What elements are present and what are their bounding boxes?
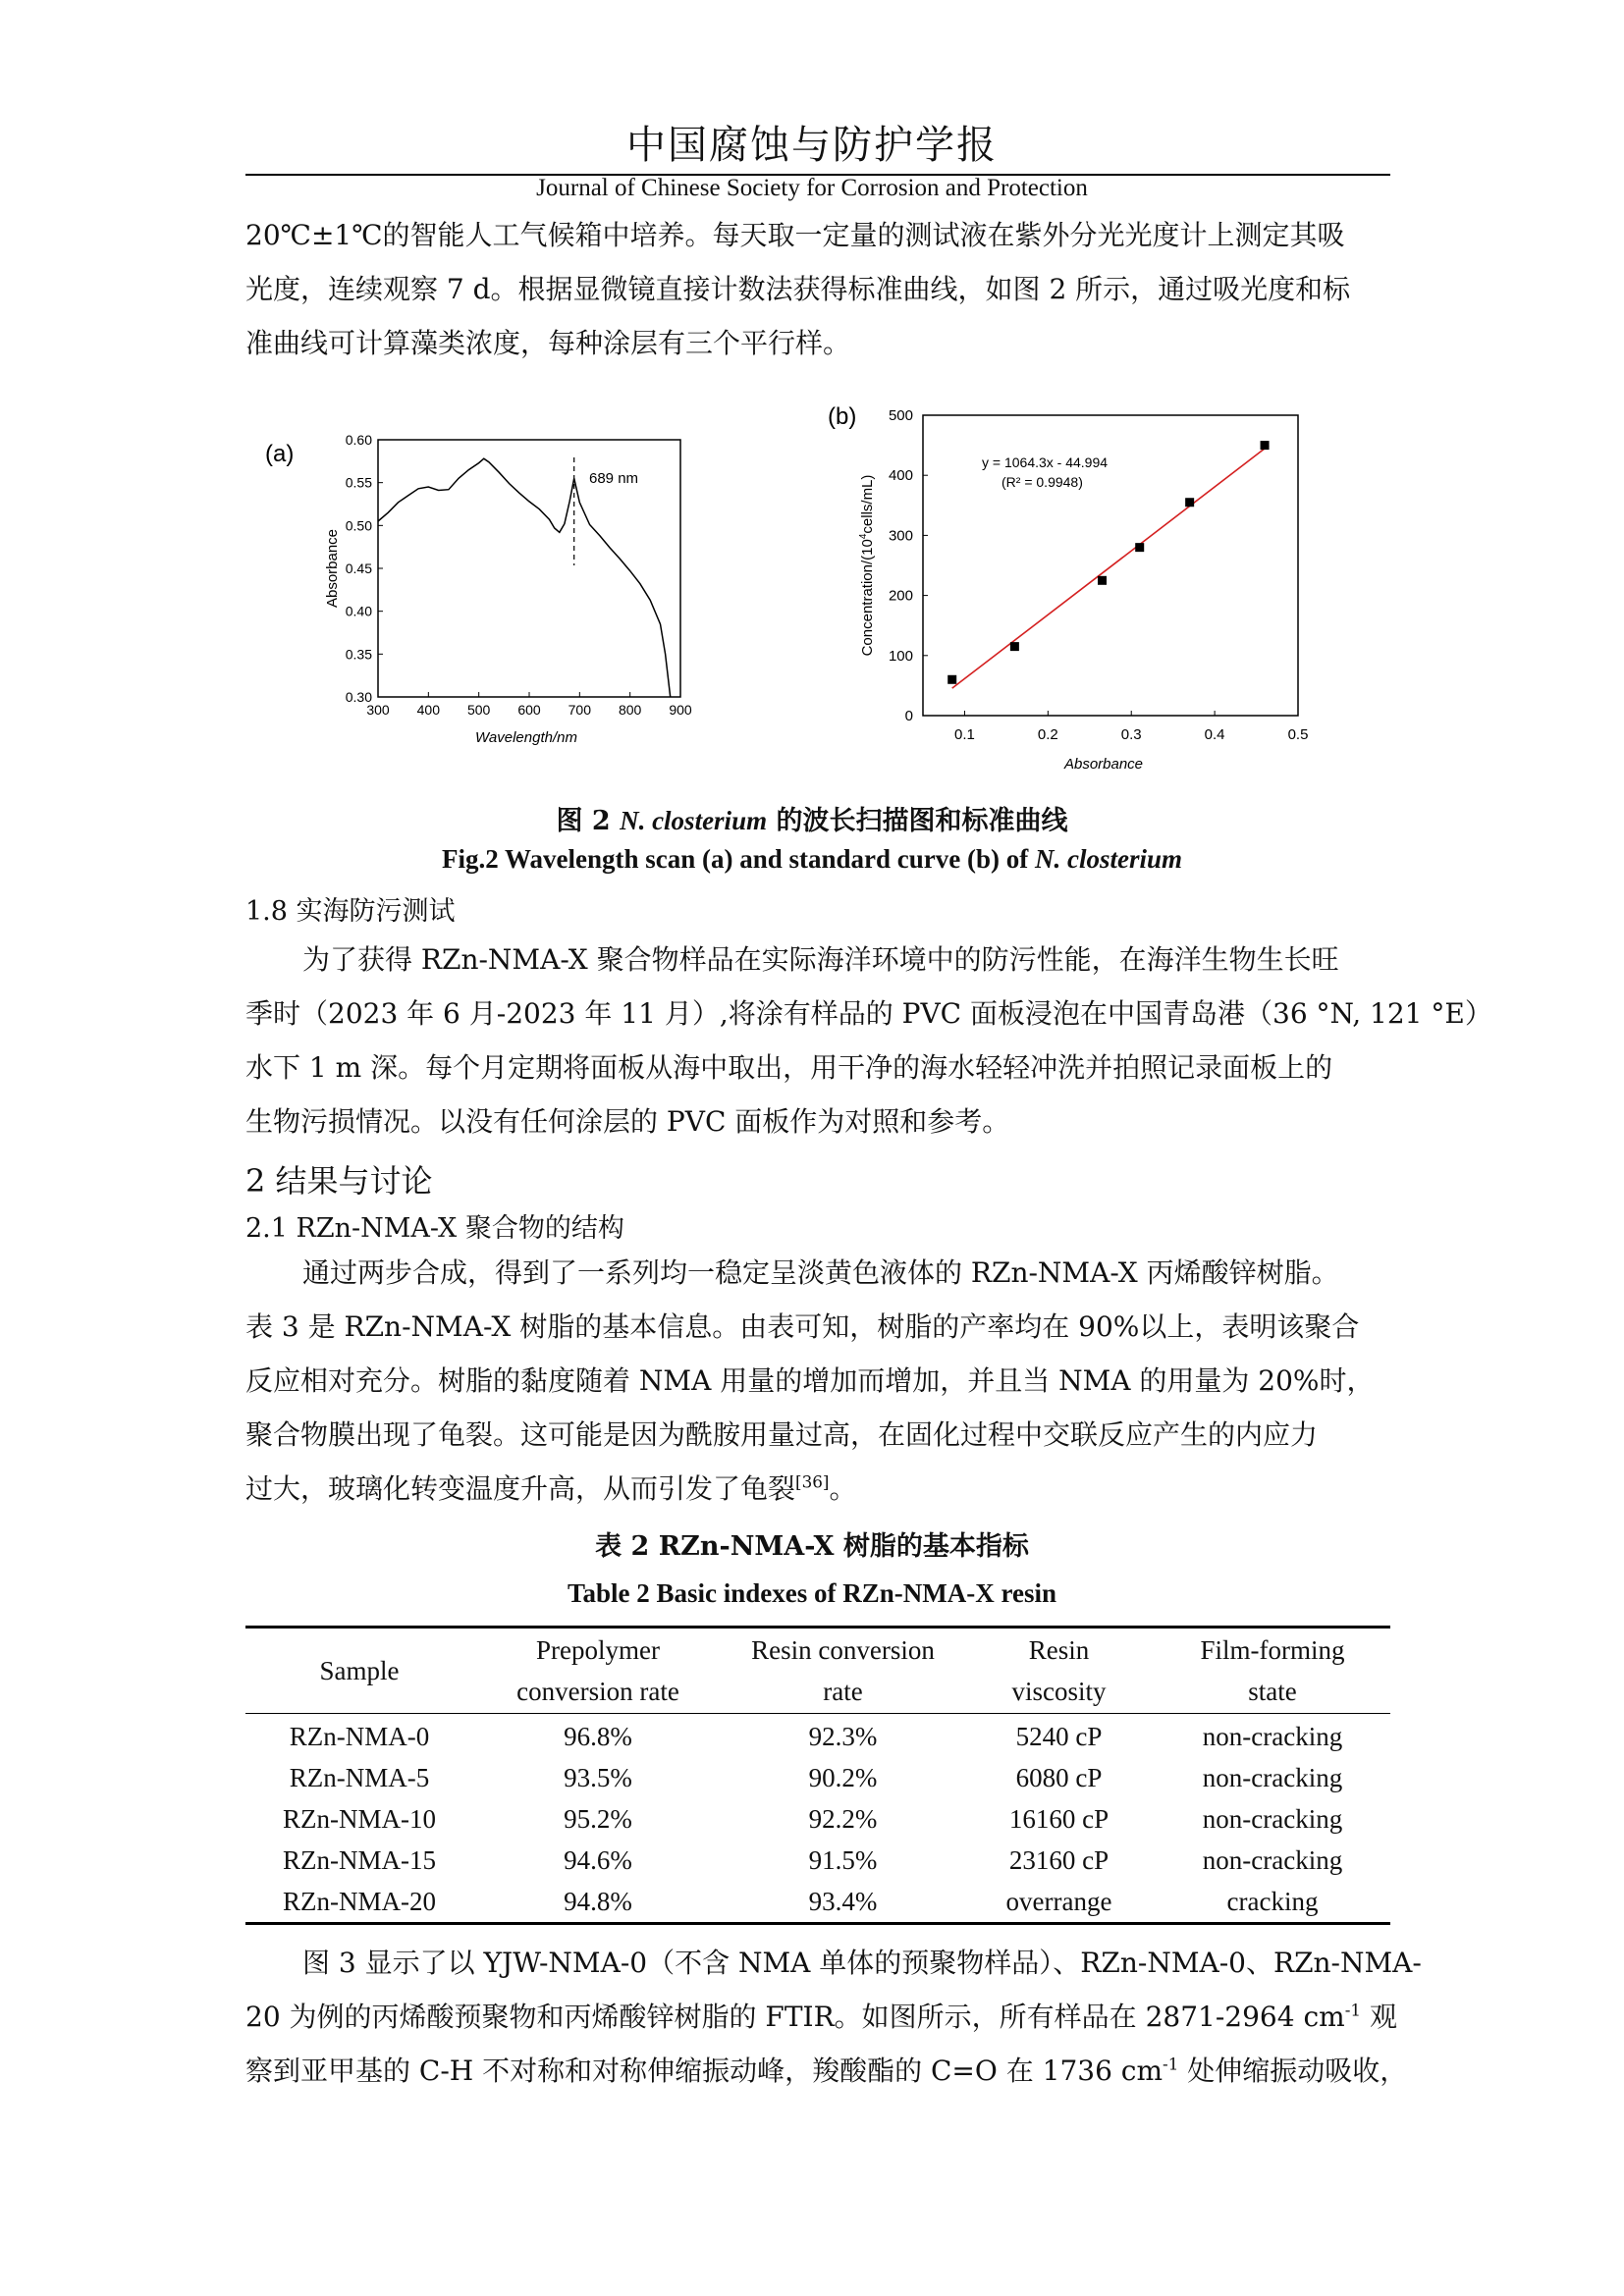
panel-a-label: (a) bbox=[265, 441, 295, 467]
table-cell: 93.4% bbox=[808, 1886, 878, 1916]
table-cell: RZn-NMA-0 bbox=[289, 1721, 430, 1751]
paragraph-line: 20 为例的丙烯酸预聚物和丙烯酸锌树脂的 FTIR。如图所示，所有样品在 2871-2964 $cm^{-1}$ 观 bbox=[245, 2000, 1397, 2033]
table-body bbox=[245, 1714, 1390, 1924]
data-table-wrapper bbox=[245, 1626, 1390, 1925]
column-header: Film-forming state bbox=[1200, 1635, 1345, 1706]
table-header-row bbox=[245, 1628, 1390, 1714]
x-tick-label: 600 bbox=[517, 702, 541, 718]
panel-b-frame bbox=[923, 415, 1298, 716]
chart-panel-b bbox=[828, 403, 1308, 773]
paragraph-line: 察到亚甲基的 C-H 不对称和对称伸缩振动峰，羧酸酯的 C=O 在 1736 $cm^{-1}$ 处伸缩振动吸收， bbox=[245, 2054, 1408, 2087]
x-tick-label: 0.3 bbox=[1120, 726, 1142, 743]
table-row bbox=[245, 1881, 1390, 1924]
section-1-8-paragraph bbox=[245, 933, 1492, 1148]
y-tick-label: 0.55 bbox=[345, 474, 372, 491]
column-header: Sample bbox=[319, 1656, 400, 1685]
table-cell: 6080 cP bbox=[1015, 1762, 1103, 1792]
data-point bbox=[1261, 441, 1270, 450]
paragraph-line: 反应相对充分。树脂的黏度随着 NMA 用量的增加而增加，并且当 NMA 的用量为 20%时， bbox=[245, 1364, 1375, 1397]
table-cell: 94.6% bbox=[564, 1844, 632, 1875]
table-cell: 96.8% bbox=[564, 1721, 632, 1751]
data-point bbox=[1010, 642, 1019, 651]
figure-2 bbox=[0, 0, 1624, 785]
table-cell: RZn-NMA-10 bbox=[283, 1803, 436, 1834]
citation-ref[interactable]: [36] bbox=[795, 1471, 830, 1492]
table-row bbox=[245, 1798, 1390, 1840]
table-cell: 92.3% bbox=[808, 1721, 878, 1751]
table-title-en: Table 2 Basic indexes of RZn-NMA-X resin bbox=[567, 1578, 1057, 1608]
panel-a-xlabel: Wavelength/nm bbox=[475, 729, 577, 746]
paragraph-line: 表 3 是 RZn-NMA-X 树脂的基本信息。由表可知，树脂的产率均在 90%以上，表明该聚合 bbox=[245, 1310, 1360, 1343]
paragraph-line: 水下 1 m 深。每个月定期将面板从海中取出，用干净的海水轻轻冲洗并拍照记录面板上的 bbox=[245, 1051, 1333, 1084]
table-cell: 23160 cP bbox=[1008, 1844, 1110, 1875]
y-tick-label: 400 bbox=[888, 467, 913, 485]
column-header: Prepolymer conversion rate bbox=[516, 1635, 679, 1706]
x-tick-label: 700 bbox=[568, 702, 592, 718]
y-tick-label: 0.40 bbox=[345, 603, 372, 619]
x-tick-label: 0.5 bbox=[1287, 726, 1309, 743]
section-1-8-heading: 1.8 实海防污测试 bbox=[245, 896, 456, 927]
table-cell: 94.8% bbox=[564, 1886, 632, 1916]
paragraph-line: 图 3 显示了以 YJW-NMA-0（不含 NMA 单体的预聚物样品）、RZn-NMA-0、RZn-NMA- bbox=[302, 1947, 1422, 1979]
panel-b-xlabel: Absorbance bbox=[1063, 756, 1144, 773]
peak-annotation: 689 nm bbox=[589, 470, 639, 487]
panel-a-x-ticks bbox=[366, 692, 692, 718]
table-cell: 95.2% bbox=[564, 1803, 632, 1834]
data-point bbox=[1135, 543, 1144, 552]
data-points bbox=[947, 441, 1269, 684]
fit-line bbox=[952, 446, 1270, 689]
fit-r2: (R² = 0.9948) bbox=[1001, 474, 1083, 490]
x-tick-label: 0.1 bbox=[954, 726, 975, 743]
table-cell: non-cracking bbox=[1202, 1721, 1343, 1751]
y-tick-label: 0.60 bbox=[345, 432, 372, 448]
intro-line: 20℃±1℃的智能人工气候箱中培养。每天取一定量的测试液在紫外分光光度计上测定其吸 bbox=[245, 219, 1345, 251]
final-paragraph bbox=[245, 1936, 1422, 2098]
y-tick-label: 200 bbox=[888, 587, 913, 605]
paragraph-line: 生物污损情况。以没有任何涂层的 PVC 面板作为对照和参考。 bbox=[245, 1105, 1010, 1138]
data-table bbox=[245, 1626, 1390, 1925]
x-tick-label: 400 bbox=[416, 702, 441, 718]
paragraph-line: 通过两步合成，得到了一系列均一稳定呈淡黄色液体的 RZn-NMA-X 丙烯酸锌树脂。 bbox=[302, 1256, 1339, 1289]
table-row bbox=[245, 1714, 1390, 1758]
table-cell: 92.2% bbox=[808, 1803, 878, 1834]
column-header: Resin viscosity bbox=[1011, 1635, 1107, 1706]
section-2-1-paragraph bbox=[245, 1246, 1390, 1516]
table-cell: non-cracking bbox=[1202, 1844, 1343, 1875]
y-tick-label: 0.35 bbox=[345, 646, 372, 663]
chart-panel-a bbox=[265, 432, 692, 746]
x-tick-label: 0.4 bbox=[1204, 726, 1225, 743]
table-cell: 93.5% bbox=[564, 1762, 632, 1792]
y-tick-label: 100 bbox=[888, 647, 913, 665]
paragraph-line: 季时（2023 年 6 月-2023 年 11 月）,将涂有样品的 PVC 面板浸泡在中国青岛港（36 °N, 121 °E） bbox=[245, 997, 1492, 1030]
panel-b-ylabel: Concentration/$(10^4cells/mL)$ bbox=[858, 474, 876, 657]
table-row bbox=[245, 1840, 1390, 1881]
x-tick-label: 900 bbox=[669, 702, 692, 718]
table-cell: RZn-NMA-20 bbox=[283, 1886, 436, 1916]
table-cell: non-cracking bbox=[1202, 1803, 1343, 1834]
x-tick-label: 0.2 bbox=[1037, 726, 1058, 743]
figure-caption-cn: 图 2 N. closterium 的波长扫描图和标准曲线 bbox=[556, 806, 1068, 836]
table-cell: overrange bbox=[1005, 1886, 1112, 1916]
intro-line: 光度，连续观察 7 d。根据显微镜直接计数法获得标准曲线，如图 2 所示，通过吸光度和标 bbox=[245, 273, 1351, 305]
y-tick-label: 300 bbox=[888, 527, 913, 545]
table-cell: 16160 cP bbox=[1008, 1803, 1110, 1834]
panel-b-y-ticks bbox=[889, 407, 928, 724]
table-cell: 5240 cP bbox=[1015, 1721, 1103, 1751]
table-title-cn: 表 2 RZn-NMA-X 树脂的基本指标 bbox=[595, 1531, 1029, 1562]
y-tick-label: 500 bbox=[888, 407, 913, 424]
paragraph-line: 聚合物膜出现了龟裂。这可能是因为酰胺用量过高，在固化过程中交联反应产生的内应力 bbox=[245, 1418, 1319, 1451]
table-cell: RZn-NMA-15 bbox=[283, 1844, 436, 1875]
panel-a-ylabel: Absorbance bbox=[324, 528, 341, 609]
absorbance-curve bbox=[378, 458, 671, 697]
y-tick-label: 0.50 bbox=[345, 517, 372, 534]
x-tick-label: 800 bbox=[618, 702, 642, 718]
data-point bbox=[947, 675, 956, 684]
table-header bbox=[245, 1628, 1390, 1714]
fit-equation: y = 1064.3x - 44.994 bbox=[982, 454, 1109, 470]
figure-caption-en: Fig.2 Wavelength scan (a) and standard curve (b) of N. closterium bbox=[441, 844, 1183, 874]
table-cell: non-cracking bbox=[1202, 1762, 1343, 1792]
x-tick-label: 500 bbox=[466, 702, 491, 718]
data-point bbox=[1098, 576, 1107, 585]
x-tick-label: 300 bbox=[366, 702, 390, 718]
panel-b-label: (b) bbox=[828, 403, 857, 430]
paragraph-line: 过大，玻璃化转变温度升高，从而引发了龟裂[36]。 bbox=[245, 1471, 857, 1505]
section-2-1-heading: 2.1 RZn-NMA-X 聚合物的结构 bbox=[245, 1213, 624, 1244]
table-cell: RZn-NMA-5 bbox=[289, 1762, 430, 1792]
data-point bbox=[1185, 498, 1194, 507]
table-cell: cracking bbox=[1226, 1886, 1319, 1916]
y-tick-label: 0 bbox=[904, 708, 913, 724]
y-tick-label: 0.30 bbox=[345, 689, 372, 705]
journal-title-en: Journal of Chinese Society for Corrosion and Protection bbox=[536, 175, 1088, 201]
journal-title-cn: 中国腐蚀与防护学报 bbox=[626, 123, 998, 168]
y-tick-label: 0.45 bbox=[345, 561, 372, 576]
intro-line: 准曲线可计算藻类浓度，每种涂层有三个平行样。 bbox=[245, 327, 851, 359]
table-cell: 91.5% bbox=[808, 1844, 878, 1875]
table-cell: 90.2% bbox=[808, 1762, 878, 1792]
section-2-heading: 2 结果与讨论 bbox=[245, 1162, 433, 1200]
table-row bbox=[245, 1757, 1390, 1798]
paragraph-line: 为了获得 RZn-NMA-X 聚合物样品在实际海洋环境中的防污性能，在海洋生物生长旺 bbox=[302, 943, 1339, 976]
column-header: Resin conversion rate bbox=[751, 1635, 935, 1706]
